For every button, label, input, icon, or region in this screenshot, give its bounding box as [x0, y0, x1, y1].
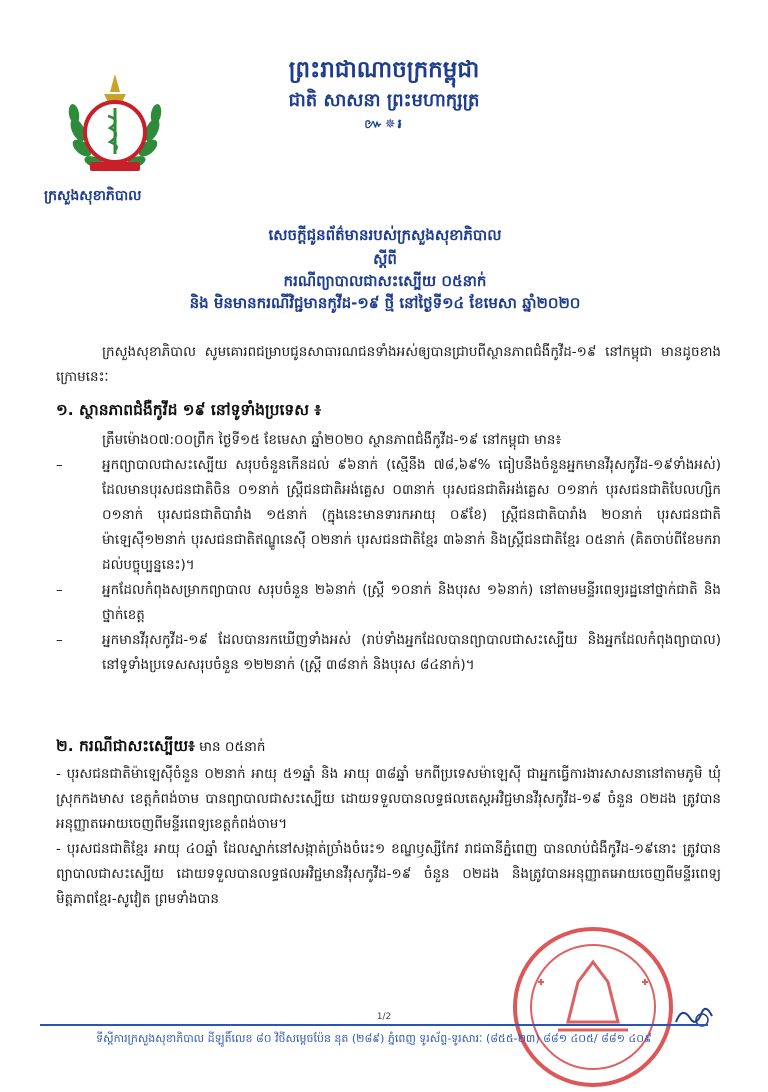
intro-text: ក្រសួងសុខាភិបាល សូមគោរពជម្រាបជូនសាធារណជនទាំងអស់ឲ្យបានជ្រាបពីស្ថានភាពជំងឺកូវីដ-១៩ នៅកម្ពុជា មានដូចខាងក្រោមនេះៈ	[56, 344, 721, 385]
section2-heading-label: ២. ករណីជាសះស្បើយ៖	[56, 737, 195, 755]
list-item: – អ្នកមានវីរុសកូវីដ-១៩ ដែលបានរកឃើញទាំងអស់ (រាប់ទាំងអ្នកដែលបានព្យាបាលជាសះស្បើយ និងអ្នកដែលកំពុងព្យាបាល) នៅទូទាំងប្រទេសសរុបចំនួន ១២២នាក់ (ស្ត្រី ៣៨នាក់ និងបុរស ៨៤នាក់)។	[56, 632, 721, 673]
kingdom-title: ព្រះរាជាណាចក្រកម្ពុជា	[288, 57, 480, 83]
list-item: – អ្នកដែលកំពុងសម្រាកព្យាបាល សរុបចំនួន ២៦នាក់ (ស្ត្រី ១០នាក់ និងបុរស ១៦នាក់) នៅតាមមន្ទីរពេទ្យរដ្ឋនៅថ្នាក់ជាតិ និងថ្នាក់ខេត្ត	[56, 582, 721, 623]
section2-body	[56, 762, 721, 912]
list-item: - បុរសជនជាតិម៉ាឡេស៊ីចំនួន ០២នាក់ អាយុ ៥១ឆ្នាំ និង អាយុ ៣៨ឆ្នាំ មកពីប្រទេសម៉ាឡេស៊ី ជាអ្នកធ្វើការងារសាសនានៅតាមភូមិ ឃុំ ស្រុកកងមាស ខេត្តកំពង់ចាម បានព្យាបាលជាសះស្បើយ ដោយទទួលបានលទ្ធផលតេស្តអវិជ្ជមានវីរុសកូវីដ-១៩ ចំនួន ០២ដង ត្រូវបានអនុញ្ញាតអោយចេញពីមន្ទីរពេទ្យខេត្តកំពង់ចាម។	[56, 766, 721, 832]
footer-address: ទីស្តីការក្រសួងសុខាភិបាល ដីឡូតិ៍លេខ ៨០ វិថីសម្តេចប៉ែន នុត (២៨៩) ភ្នំពេញ ទូរស័ព្ទ-ទូរសារៈ (៨៥៥-២៣) ៨៨១ ៤០៥/ ៨៨១ ៤០៩	[96, 1032, 652, 1045]
list-item-text: អ្នកមានវីរុសកូវីដ-១៩ ដែលបានរកឃើញទាំងអស់ (រាប់ទាំងអ្នកដែលបានព្យាបាលជាសះស្បើយ និងអ្នកដែលកំពុងព្យាបាល) នៅទូទាំងប្រទេសសរុបចំនួន ១២២នាក់ (ស្ត្រី ៣៨នាក់ និងបុរស ៨៤នាក់)។	[102, 632, 721, 673]
document-title: សេចក្តីជូនព័ត៌មានរបស់ក្រសួងសុខាភិបាល	[268, 226, 502, 244]
list-item-text: អ្នកដែលកំពុងសម្រាកព្យាបាល សរុបចំនួន ២៦នាក់ (ស្ត្រី ១០នាក់ និងបុរស ១៦នាក់) នៅតាមមន្ទីរពេទ្យរដ្ឋនៅថ្នាក់ជាតិ និងថ្នាក់ខេត្ត	[102, 582, 721, 623]
page-number: 1/2	[376, 1012, 392, 1022]
intro-paragraph	[56, 340, 721, 390]
document-title-about: ស្តីពី	[373, 250, 397, 268]
national-motto: ជាតិ សាសនា ព្រះមហាក្សត្រ	[288, 90, 480, 111]
ornament: ៚✵៛	[364, 117, 404, 132]
section1-lead: ត្រឹមម៉ោង០៧:០០ព្រឹក ថ្ងៃទី១៥ ខែមេសា ឆ្នាំ២០២០ ស្ថានភាពជំងឺកូវីដ-១៩ នៅកម្ពុជា មាន៖	[102, 432, 562, 448]
section1-body	[56, 428, 721, 678]
list-item: – អ្នកព្យាបាលជាសះស្បើយ សរុបចំនួនកើនដល់ ៩៦នាក់ (ស្មើនឹង ៧៨,៦៩% ធៀបនឹងចំនួនអ្នកមានវីរុសកូវីដ-១៩ទាំងអស់) ដែលមានបុរសជនជាតិចិន ០១នាក់ ស្ត្រីជនជាតិអង់គ្លេស ០៣នាក់ បុរសជនជាតិអង់គ្លេស ០១នាក់ បុរសជនជាតិបែលហ្សិក ០១នាក់ បុរសជនជាតិបារាំង ១៥នាក់ (ក្នុងនេះមានទារកអាយុ ០៩ខែ) ស្ត្រីជនជាតិបារាំង ២០នាក់ បុរសជនជាតិម៉ាឡេស៊ី១២នាក់ បុរសជនជាតិឥណ្ឌូនេស៊ី ០២នាក់ បុរសជនជាតិខ្មែរ ៣៦នាក់ និងស្ត្រីជនជាតិខ្មែរ ០៥នាក់ (គិតចាប់ពីខែមករាដល់បច្ចុប្បន្ននេះ)។	[56, 457, 721, 573]
document-subject-line2: និង មិនមានករណីវិជ្ជមានកូវីដ-១៩ ថ្មី នៅថ្ងៃទី១៤ ខែមេសា ឆ្នាំ២០២០	[189, 294, 581, 312]
document-subject-line1: ករណីព្យាបាលជាសះស្បើយ ០៥នាក់	[283, 272, 487, 290]
list-item-text: អ្នកព្យាបាលជាសះស្បើយ សរុបចំនួនកើនដល់ ៩៦នាក់ (ស្មើនឹង ៧៨,៦៩% ធៀបនឹងចំនួនអ្នកមានវីរុសកូវីដ-១៩ទាំងអស់) ដែលមានបុរសជនជាតិចិន ០១នាក់ ស្ត្រីជនជាតិអង់គ្លេស ០៣នាក់ បុរសជនជាតិអង់គ្លេស ០១នាក់ បុរសជនជាតិបែលហ្សិក ០១នាក់ បុរសជនជាតិបារាំង ១៥នាក់ (ក្នុងនេះមានទារកអាយុ ០៩ខែ) ស្ត្រីជនជាតិបារាំង ២០នាក់ បុរសជនជាតិម៉ាឡេស៊ី១២នាក់ បុរសជនជាតិឥណ្ឌូនេស៊ី ០២នាក់ បុរសជនជាតិខ្មែរ ៣៦នាក់ និងស្ត្រីជនជាតិខ្មែរ ០៥នាក់ (គិតចាប់ពីខែមករាដល់បច្ចុប្បន្ននេះ)។	[102, 457, 721, 573]
section2-heading	[56, 736, 265, 759]
official-stamp	[508, 922, 678, 1092]
footer-divider	[40, 1024, 708, 1026]
list-item: - បុរសជនជាតិខ្មែរ អាយុ ៤០ឆ្នាំ ដែលស្នាក់នៅសង្កាត់ច្រាំងចំរេះ១ ខណ្ឌឫស្សីកែវ រាជធានីភ្នំពេញ បានលាប់ជំងឺកូវីដ-១៩នោះ ត្រូវបានព្យាបាលជាសះស្បើយ ដោយទទួលបានលទ្ធផលអវិជ្ជមានវីរុសកូវីដ-១៩ ចំនួន ០២ដង និងត្រូវបានអនុញ្ញាតអោយចេញពីមន្ទីរពេទ្យមិត្តភាពខ្មែរ-សូវៀត ព្រមទាំងបាន	[56, 841, 721, 907]
section2-heading-count: មាន ០៥នាក់	[194, 739, 266, 755]
ministry-name: ក្រសួងសុខាភិបាល	[44, 188, 142, 204]
section1-heading: ១. ស្ថានភាពជំងឺកូវីដ ១៩ នៅទូទាំងប្រទេស ៖	[56, 401, 322, 419]
